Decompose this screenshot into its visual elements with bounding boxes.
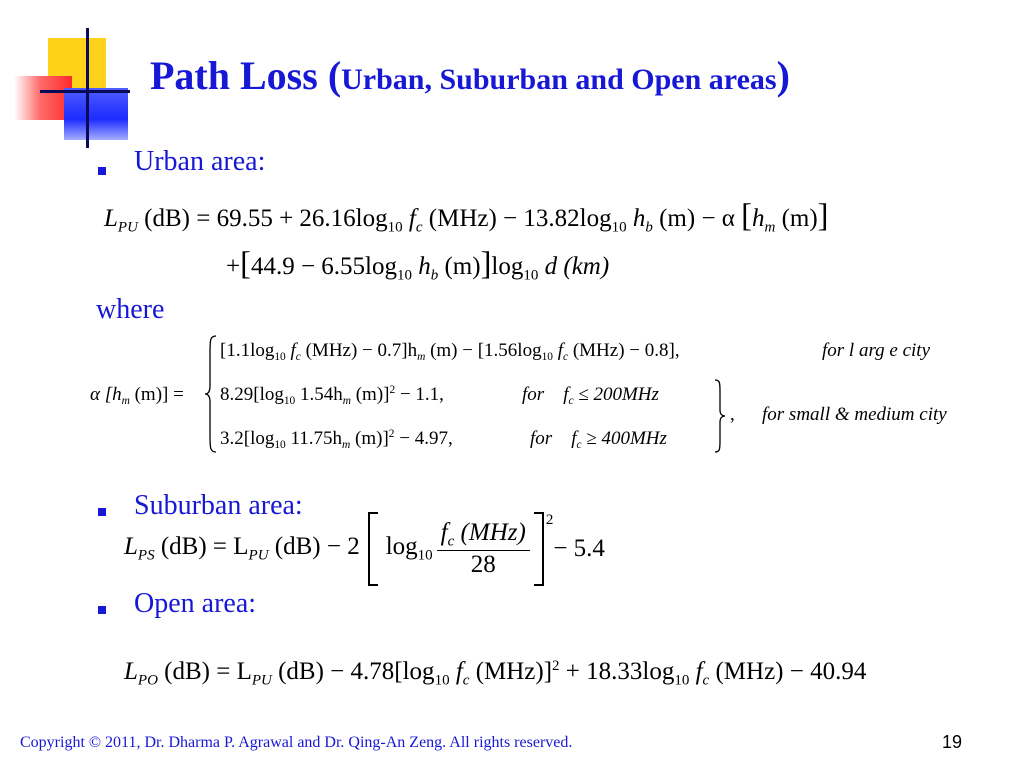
open-equation: $L_{PO}$ $(dB) = L_{PU}$ $(dB) - 4.78[\log_{10}$ $f_c$ $(MHz)]^2 + 18.33\log_{10}$ $f_c$ (MHz) − 40.94: [124, 658, 867, 689]
high-frequency-condition: for $f_c \ge 400MHz$: [530, 428, 667, 451]
alpha-case-low-frequency: $8.29[\log_{10}$ $1.54h_m$ (m)]$^2$ − 1.1,: [220, 384, 444, 407]
frequency-fraction: $\frac{f_c (MHz)}{28}$: [437, 519, 530, 579]
urban-equation-line-2: $+[44.9 - 6.55\log_{10}$ $h_b$ $(m)]\log_{10}$ d (km): [226, 246, 610, 284]
bullet-square: [98, 606, 106, 614]
suburban-area-label: Suburban area:: [134, 490, 303, 521]
title-sub: Urban, Suburban and Open areas: [341, 63, 777, 96]
title-main: Path Loss (: [150, 53, 342, 98]
suburban-equation: $L_{PS}$ $(dB) = L_{PU}$ (dB) − 2 $\log_{10}$ $\frac{f_c (MHz)}{28}$ 2 − 5.4: [124, 512, 605, 586]
where-label: where: [96, 294, 165, 325]
large-city-condition: for l arg e city: [822, 340, 930, 361]
copyright-footer: Copyright © 2011, Dr. Dharma P. Agrawal and Dr. Qing-An Zeng. All rights reserved.: [20, 734, 573, 751]
right-brace-icon: [714, 378, 726, 454]
urban-equation-line-1: $L_{PU}$ $(dB) = 69.55 + 26.16\log_{10}$ $f_c$ $(MHz) - 13.82\log_{10}$ $h_b$ (m) − α [$h_m$ (m)]: [104, 198, 829, 236]
alpha-case-large-city: [$1.1\log_{10}$ $f_c$ $(MHz) - 0.7]h_m$ $(m) - [1.56\log_{10}$ $f_c$ (MHz) − 0.8],: [220, 340, 680, 363]
logo-vertical-line: [86, 28, 89, 148]
bullet-square: [98, 167, 106, 175]
slide-number: 19: [941, 732, 962, 752]
left-brace-icon: [204, 334, 218, 454]
logo-blue-square: [64, 88, 128, 140]
right-square-bracket: [534, 512, 544, 586]
open-area-label: Open area:: [134, 588, 257, 619]
low-frequency-condition: for $f_c \le 200MHz$: [522, 384, 659, 407]
alpha-comma: ,: [730, 404, 735, 425]
bullet-square: [98, 508, 106, 516]
alpha-lhs: α [$h_m$ (m)] =: [90, 384, 184, 407]
title-close: ): [776, 53, 790, 98]
logo-horizontal-line: [40, 90, 130, 93]
left-square-bracket: [368, 512, 378, 586]
slide-title: [150, 52, 790, 99]
alpha-case-high-frequency: $3.2[\log_{10}$ $11.75h_m$ (m)]$^2$ − 4.97,: [220, 428, 453, 451]
small-medium-city-condition: for small & medium city: [762, 404, 947, 425]
urban-area-label: Urban area:: [134, 146, 266, 177]
